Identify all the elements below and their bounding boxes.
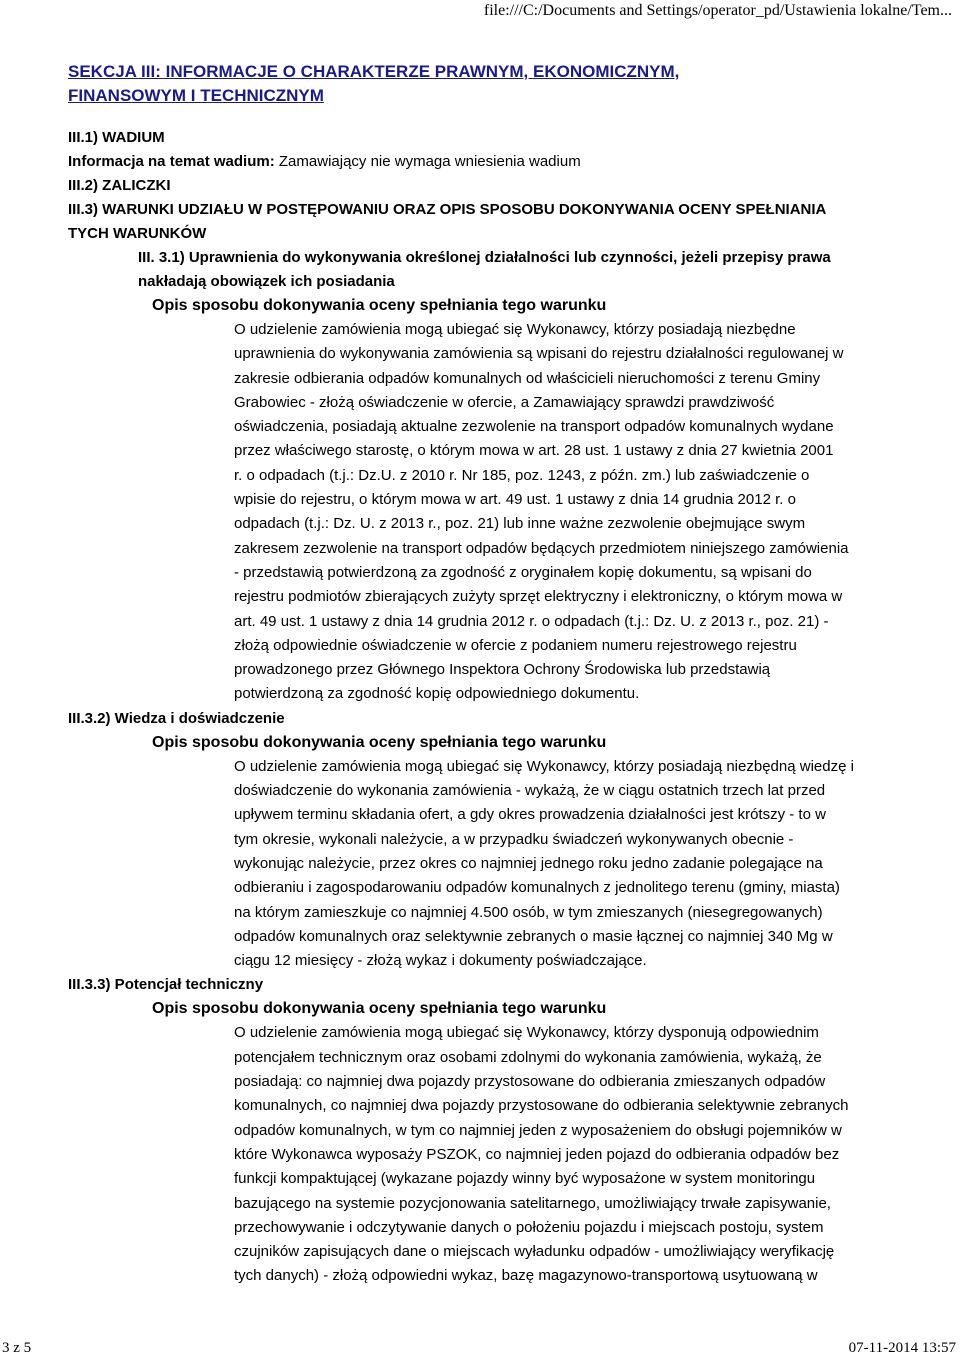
text-line: tym okresie, wykonali należycie, a w przypadku świadczeń wykonywanych obecnie - [234, 830, 794, 848]
text-line: upływem terminu składania ofert, a gdy okres prowadzenia działalności jest krótszy - to w [234, 806, 826, 824]
uprawnienia-heading-line-1: III. 3.1) Uprawnienia do wykonywania określonej działalności lub czynności, jeżeli przepisy prawa [138, 249, 831, 266]
text-line: przechowywanie i odczytywanie danych o położeniu pojazdu i miejscach postoju, system [234, 1218, 824, 1236]
text-line: potencjałem technicznym oraz osobami zdolnymi do wykonania zamówienia, wykażą, że [234, 1048, 822, 1066]
text-line: wykonując należycie, przez okres co najmniej jednego roku jedno zadanie polegające na [234, 854, 823, 872]
section-title-line-2: FINANSOWYM I TECHNICZNYM [68, 86, 324, 105]
text-line: odpadach (t.j.: Dz. U. z 2013 r., poz. 21) lub inne ważne zezwolenie obejmujące swym [234, 515, 806, 533]
text-line: odpadów komunalnych oraz selektywnie zebranych o masie łącznej co najmniej 340 Mg w [234, 927, 833, 945]
text-line: odpadów komunalnych, w tym co najmniej jeden z wyposażeniem do obsługi pojemników w [234, 1121, 842, 1139]
print-datetime: 07-11-2014 13:57 [848, 1340, 956, 1356]
wiedza-opis-label: Opis sposobu dokonywania oceny spełniania tego warunku [152, 733, 607, 751]
text-line: uprawnienia do wykonywania zamówienia są wpisani do rejestru działalności regulowanej w [234, 345, 844, 363]
section-title-line-1: SEKCJA III: INFORMACJE O CHARAKTERZE PRAWNYM, EKONOMICZNYM, [68, 62, 680, 81]
text-line: posiadają: co najmniej dwa pojazdy przystosowane do odbierania zmieszanych odpadów [234, 1073, 826, 1091]
text-line: przez właściwego starostę, o którym mowa w art. 28 ust. 1 ustawy z dnia 27 kwietnia 2001 [234, 442, 834, 460]
wadium-info-label: Informacja na temat wadium: [68, 153, 275, 170]
text-line: rejestru podmiotów zbierających zużyty sprzęt elektryczny i elektroniczny, o którym mowa w [234, 588, 843, 606]
text-line: złożą odpowiednie oświadczenie w ofercie z podaniem numeru rejestrowego rejestru [234, 636, 797, 654]
text-line: potwierdzoną za zgodność kopię odpowiedniego dokumentu. [234, 685, 640, 703]
text-line: funkcji kompaktującej (wykazane pojazdy winny być wyposażone w system monitoringu [234, 1170, 816, 1188]
text-line: na którym zamieszkuje co najmniej 4.500 osób, w tym zmieszanych (niesegregowanych) [234, 903, 823, 921]
wadium-info [68, 150, 876, 174]
wadium-info-value: Zamawiający nie wymaga wniesienia wadium [278, 153, 581, 170]
potencjal-opis-label: Opis sposobu dokonywania oceny spełniania tego warunku [152, 1000, 607, 1018]
text-line: wpisie do rejestru, o którym mowa w art. 49 ust. 1 ustawy z dnia 14 grudnia 2012 r. o [234, 491, 796, 509]
uprawnienia-paragraph [234, 318, 874, 707]
text-line: które Wykonawca wyposaży PSZOK, co najmniej jeden pojazd do odbierania odpadów bez [234, 1145, 840, 1163]
file-path-header: file:///C:/Documents and Settings/operator_pd/Ustawienia lokalne/Tem... [483, 2, 952, 19]
text-line: prowadzonego przez Głównego Inspektora Ochrony Środowiska lub przedstawią [234, 661, 771, 679]
text-line: ciągu 12 miesięcy - złożą wykaz i dokumenty poświadczające. [234, 952, 647, 970]
text-line: r. o odpadach (t.j.: Dz.U. z 2010 r. Nr 185, poz. 1243, z późn. zm.) lub zaświadczenie o [234, 466, 810, 484]
document-content [68, 60, 876, 1289]
uprawnienia-opis-label: Opis sposobu dokonywania oceny spełniania tego warunku [152, 297, 607, 314]
text-line: O udzielenie zamówienia mogą ubiegać się Wykonawcy, którzy dysponują odpowiednim [234, 1024, 819, 1042]
zaliczki-heading: III.2) ZALICZKI [68, 177, 171, 194]
text-line: - przedstawią potwierdzoną za zgodność z oryginałem kopię dokumentu, są wpisani do [234, 563, 812, 581]
text-line: zakresem zezwolenie na transport odpadów będących przedmiotem niniejszego zamówienia [234, 539, 849, 557]
text-line: Grabowiec - złożą oświadczenie w ofercie, a Zamawiający sprawdzi prawdziwość [234, 393, 775, 411]
text-line: komunalnych, co najmniej dwa pojazdy przystosowane do odbierania selektywnie zebranych [234, 1097, 849, 1115]
text-line: art. 49 ust. 1 ustawy z dnia 14 grudnia 2012 r. o odpadach (t.j.: Dz. U. z 2013 r., poz. 21) - [234, 612, 829, 630]
warunki-heading-line-2: TYCH WARUNKÓW [68, 225, 207, 242]
text-line: oświadczenia, posiadają aktualne zezwolenie na transport odpadów komunalnych wydane [234, 418, 834, 436]
potencjal-heading: III.3.3) Potencjał techniczny [68, 976, 264, 994]
wadium-heading: III.1) WADIUM [68, 129, 165, 146]
potencjal-paragraph [234, 1021, 874, 1288]
text-line: zakresie odbierania odpadów komunalnych od właścicieli nieruchomości z terenu Gminy [234, 369, 821, 387]
uprawnienia-heading-line-2: nakładają obowiązek ich posiadania [138, 273, 395, 290]
warunki-heading-line-1: III.3) WARUNKI UDZIAŁU W POSTĘPOWANIU ORAZ OPIS SPOSOBU DOKONYWANIA OCENY SPEŁNIANIA [68, 201, 827, 218]
wiedza-paragraph [234, 755, 874, 974]
section-title [68, 60, 876, 108]
text-line: O udzielenie zamówienia mogą ubiegać się Wykonawcy, którzy posiadają niezbędną wiedzę i [234, 757, 854, 775]
text-line: O udzielenie zamówienia mogą ubiegać się Wykonawcy, którzy posiadają niezbędne [234, 321, 796, 338]
text-line: czujników zapisujących dane o miejscach wyładunku odpadów - umożliwiający weryfikację [234, 1243, 835, 1261]
text-line: bazującego na systemie pozycjonowania satelitarnego, umożliwiający trwałe zapisywanie, [234, 1194, 831, 1212]
text-line: odbieraniu i zagospodarowaniu odpadów komunalnych z jednolitego terenu (gminy, miasta) [234, 879, 840, 897]
text-line: doświadczenie do wykonania zamówienia - wykażą, że w ciągu ostatnich trzech lat przed [234, 782, 826, 800]
text-line: tych danych) - złożą odpowiedni wykaz, bazę magazynowo-transportową usytuowaną w [234, 1267, 818, 1285]
wiedza-heading: III.3.2) Wiedza i doświadczenie [68, 709, 285, 727]
page-number: 3 z 5 [2, 1340, 32, 1356]
